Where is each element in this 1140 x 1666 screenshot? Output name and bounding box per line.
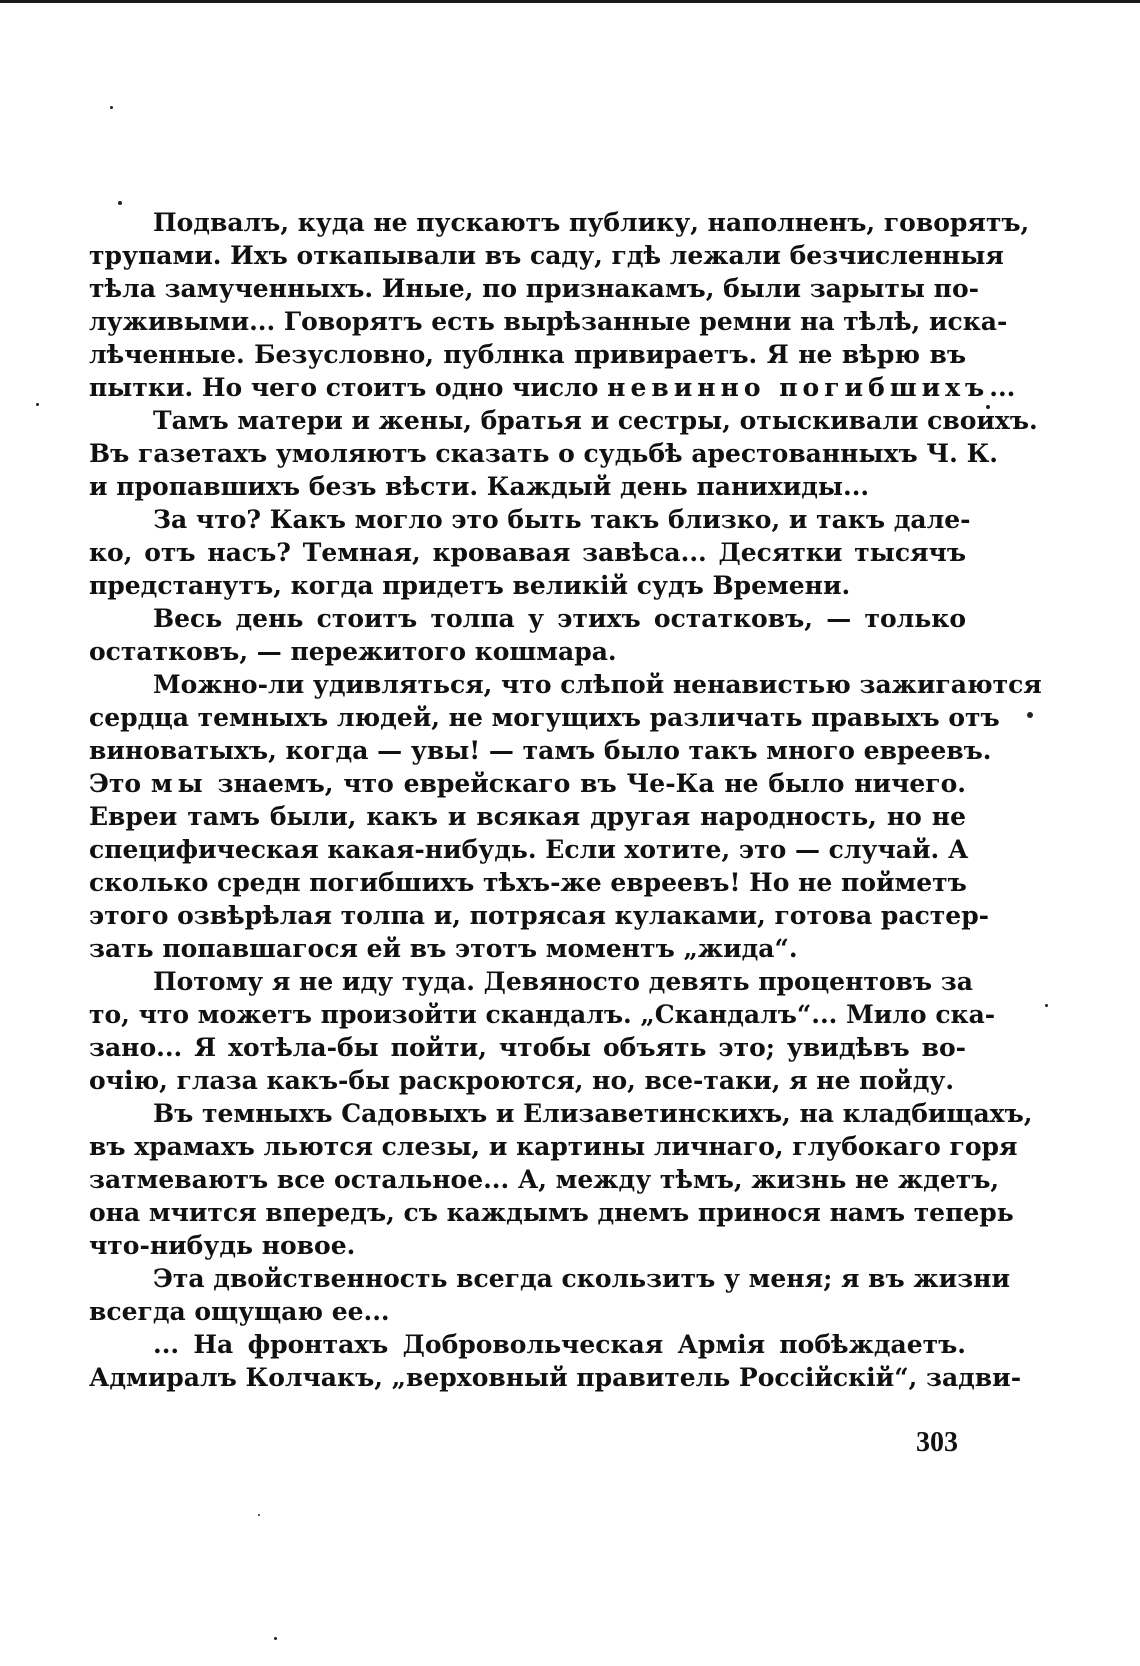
text-line-27: очію, глаза какъ-бы раскроются, но, все-таки, я не пойду. — [89, 1066, 955, 1095]
text-line-1: Подвалъ, куда не пускаютъ публику, наполненъ, говорятъ, — [153, 208, 1030, 237]
text-line-33: Эта двойственность всегда скользитъ у меня; я въ жизни — [153, 1264, 1011, 1293]
text-line-10: За что? Какъ могло это быть такъ близко, и такъ дале- — [153, 505, 971, 534]
scan-speck — [1027, 712, 1033, 718]
text-line-9: и пропавшихъ безъ вѣсти. Каждый день панихиды... — [89, 472, 870, 501]
text-line-16: сердца темныхъ людей, не могущихъ различать правыхъ отъ — [89, 703, 1000, 732]
text-line-23: зать попавшагося ей въ этотъ моментъ „жида“. — [89, 934, 798, 963]
text-line-30: затмеваютъ все остальное... А, между тѣмъ, жизнь не ждетъ, — [89, 1165, 1000, 1194]
text-line-20: специфическая какая-нибудь. Если хотите, это — случай. А — [89, 835, 969, 864]
scan-speck — [258, 1514, 260, 1516]
text-line-28: Въ темныхъ Садовыхъ и Елизаветинскихъ, на кладбищахъ, — [153, 1099, 1033, 1128]
scan-speck — [274, 1637, 277, 1640]
text-line-32: что-нибудь новое. — [89, 1231, 356, 1260]
text-line-18-before: Это — [89, 769, 151, 798]
text-line-4: луживыми... Говорятъ есть вырѣзанные ремни на тѣлѣ, иска- — [89, 307, 1008, 336]
scan-speck — [110, 106, 113, 109]
text-line-6-after: ... — [989, 373, 1016, 402]
text-line-18 — [89, 767, 966, 800]
text-line-36: Адмиралъ Колчакъ, „верховный правитель Россійскій“, задви- — [89, 1363, 1022, 1392]
text-line-2: трупами. Ихъ откапывали въ саду, гдѣ лежали безчисленныя — [89, 241, 1004, 270]
text-line-15: Можно-ли удивляться, что слѣпой ненавистью зажигаются — [153, 670, 1042, 699]
text-line-19: Евреи тамъ были, какъ и всякая другая народность, но не — [89, 802, 966, 831]
scan-speck — [1045, 1004, 1048, 1007]
text-line-34: всегда ощущаю ее... — [89, 1297, 390, 1326]
text-line-18-after: знаемъ, что еврейскаго въ Че-Ка не было ничего. — [207, 769, 966, 798]
text-line-11: ко, отъ насъ? Темная, кровавая завѣса... Десятки тысячъ — [89, 538, 966, 567]
top-edge-rule — [0, 0, 1140, 3]
text-line-6 — [89, 371, 1016, 404]
text-line-26: зано... Я хотѣла-бы пойти, чтобы объять это; увидѣвъ во- — [89, 1033, 966, 1062]
text-line-7: Тамъ матери и жены, братья и сестры, отыскивали своихъ. — [153, 406, 1038, 435]
text-line-29: въ храмахъ льются слезы, и картины личнаго, глубокаго горя — [89, 1132, 1018, 1161]
text-line-14: остатковъ, — пережитого кошмара. — [89, 637, 617, 666]
text-line-12: предстанутъ, когда придетъ великій судъ Времени. — [89, 571, 851, 600]
text-line-5: лѣченные. Безусловно, публнка привираетъ. Я не вѣрю въ — [89, 340, 966, 369]
body-text — [89, 206, 1042, 1394]
text-line-6-before: пытки. Но чего стоитъ одно число — [89, 373, 608, 402]
scan-speck — [118, 201, 122, 205]
page-number: 303 — [916, 1427, 958, 1458]
scan-speck — [36, 403, 39, 406]
text-line-13: Весь день стоитъ толпа у этихъ остатковъ, — только — [153, 604, 966, 633]
text-line-24: Потому я не иду туда. Девяносто девять процентовъ за — [153, 967, 973, 996]
text-line-25: то, что можетъ произойти скандалъ. „Скандалъ“... Мило ска- — [89, 1000, 996, 1029]
text-line-17: виноватыхъ, когда — увы! — тамъ было такъ много евреевъ. — [89, 736, 992, 765]
text-line-18-spaced: мы — [150, 769, 208, 798]
text-line-35: ... На фронтахъ Добровольческая Армія побѣждаетъ. — [153, 1330, 966, 1359]
text-line-6-spaced: невинно погибшихъ — [607, 373, 990, 402]
text-line-8: Въ газетахъ умоляютъ сказать о судьбѣ арестованныхъ Ч. К. — [89, 439, 999, 468]
text-line-21: сколько средн погибшихъ тѣхъ-же евреевъ! Но не пойметъ — [89, 868, 967, 897]
text-line-22: этого озвѣрѣлая толпа и, потрясая кулаками, готова растер- — [89, 901, 990, 930]
text-line-31: она мчится впередъ, съ каждымъ днемъ принося намъ теперь — [89, 1198, 1014, 1227]
text-line-3: тѣла замученныхъ. Иные, по признакамъ, были зарыты по- — [89, 274, 980, 303]
